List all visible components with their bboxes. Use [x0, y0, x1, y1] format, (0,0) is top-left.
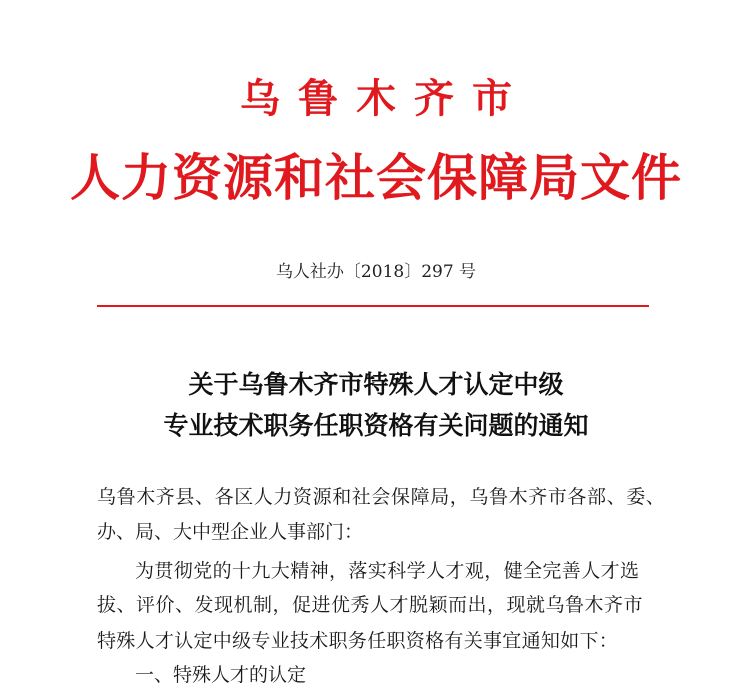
paragraph-1-line-3: 特殊人才认定中级专业技术职务任职资格有关事宜通知如下： [97, 630, 619, 652]
red-divider-line [97, 305, 649, 307]
section-1-heading: 一、特殊人才的认定 [135, 664, 307, 686]
paragraph-1-line-1: 为贯彻党的十九大精神，落实科学人才观，健全完善人才选 [135, 560, 640, 582]
addressee-line-2: 办、局、大中型企业人事部门： [97, 521, 364, 543]
document-title-line-2: 专业技术职务任职资格有关问题的通知 [163, 411, 589, 440]
document-title-line-1: 关于乌鲁木齐市特殊人才认定中级 [188, 370, 564, 399]
paragraph-1-line-2: 拔、评价、发现机制，促进优秀人才脱颖而出，现就乌鲁木齐市 [97, 594, 644, 616]
issuer-bureau-heading: 人力资源和社会保障局文件 [70, 148, 682, 207]
issuer-city-heading: 乌鲁木齐市 [240, 75, 530, 122]
document-number: 乌人社办〔2018〕297 号 [275, 262, 477, 282]
addressee-line-1: 乌鲁木齐县、各区人力资源和社会保障局，乌鲁木齐市各部、委、 [97, 486, 666, 508]
